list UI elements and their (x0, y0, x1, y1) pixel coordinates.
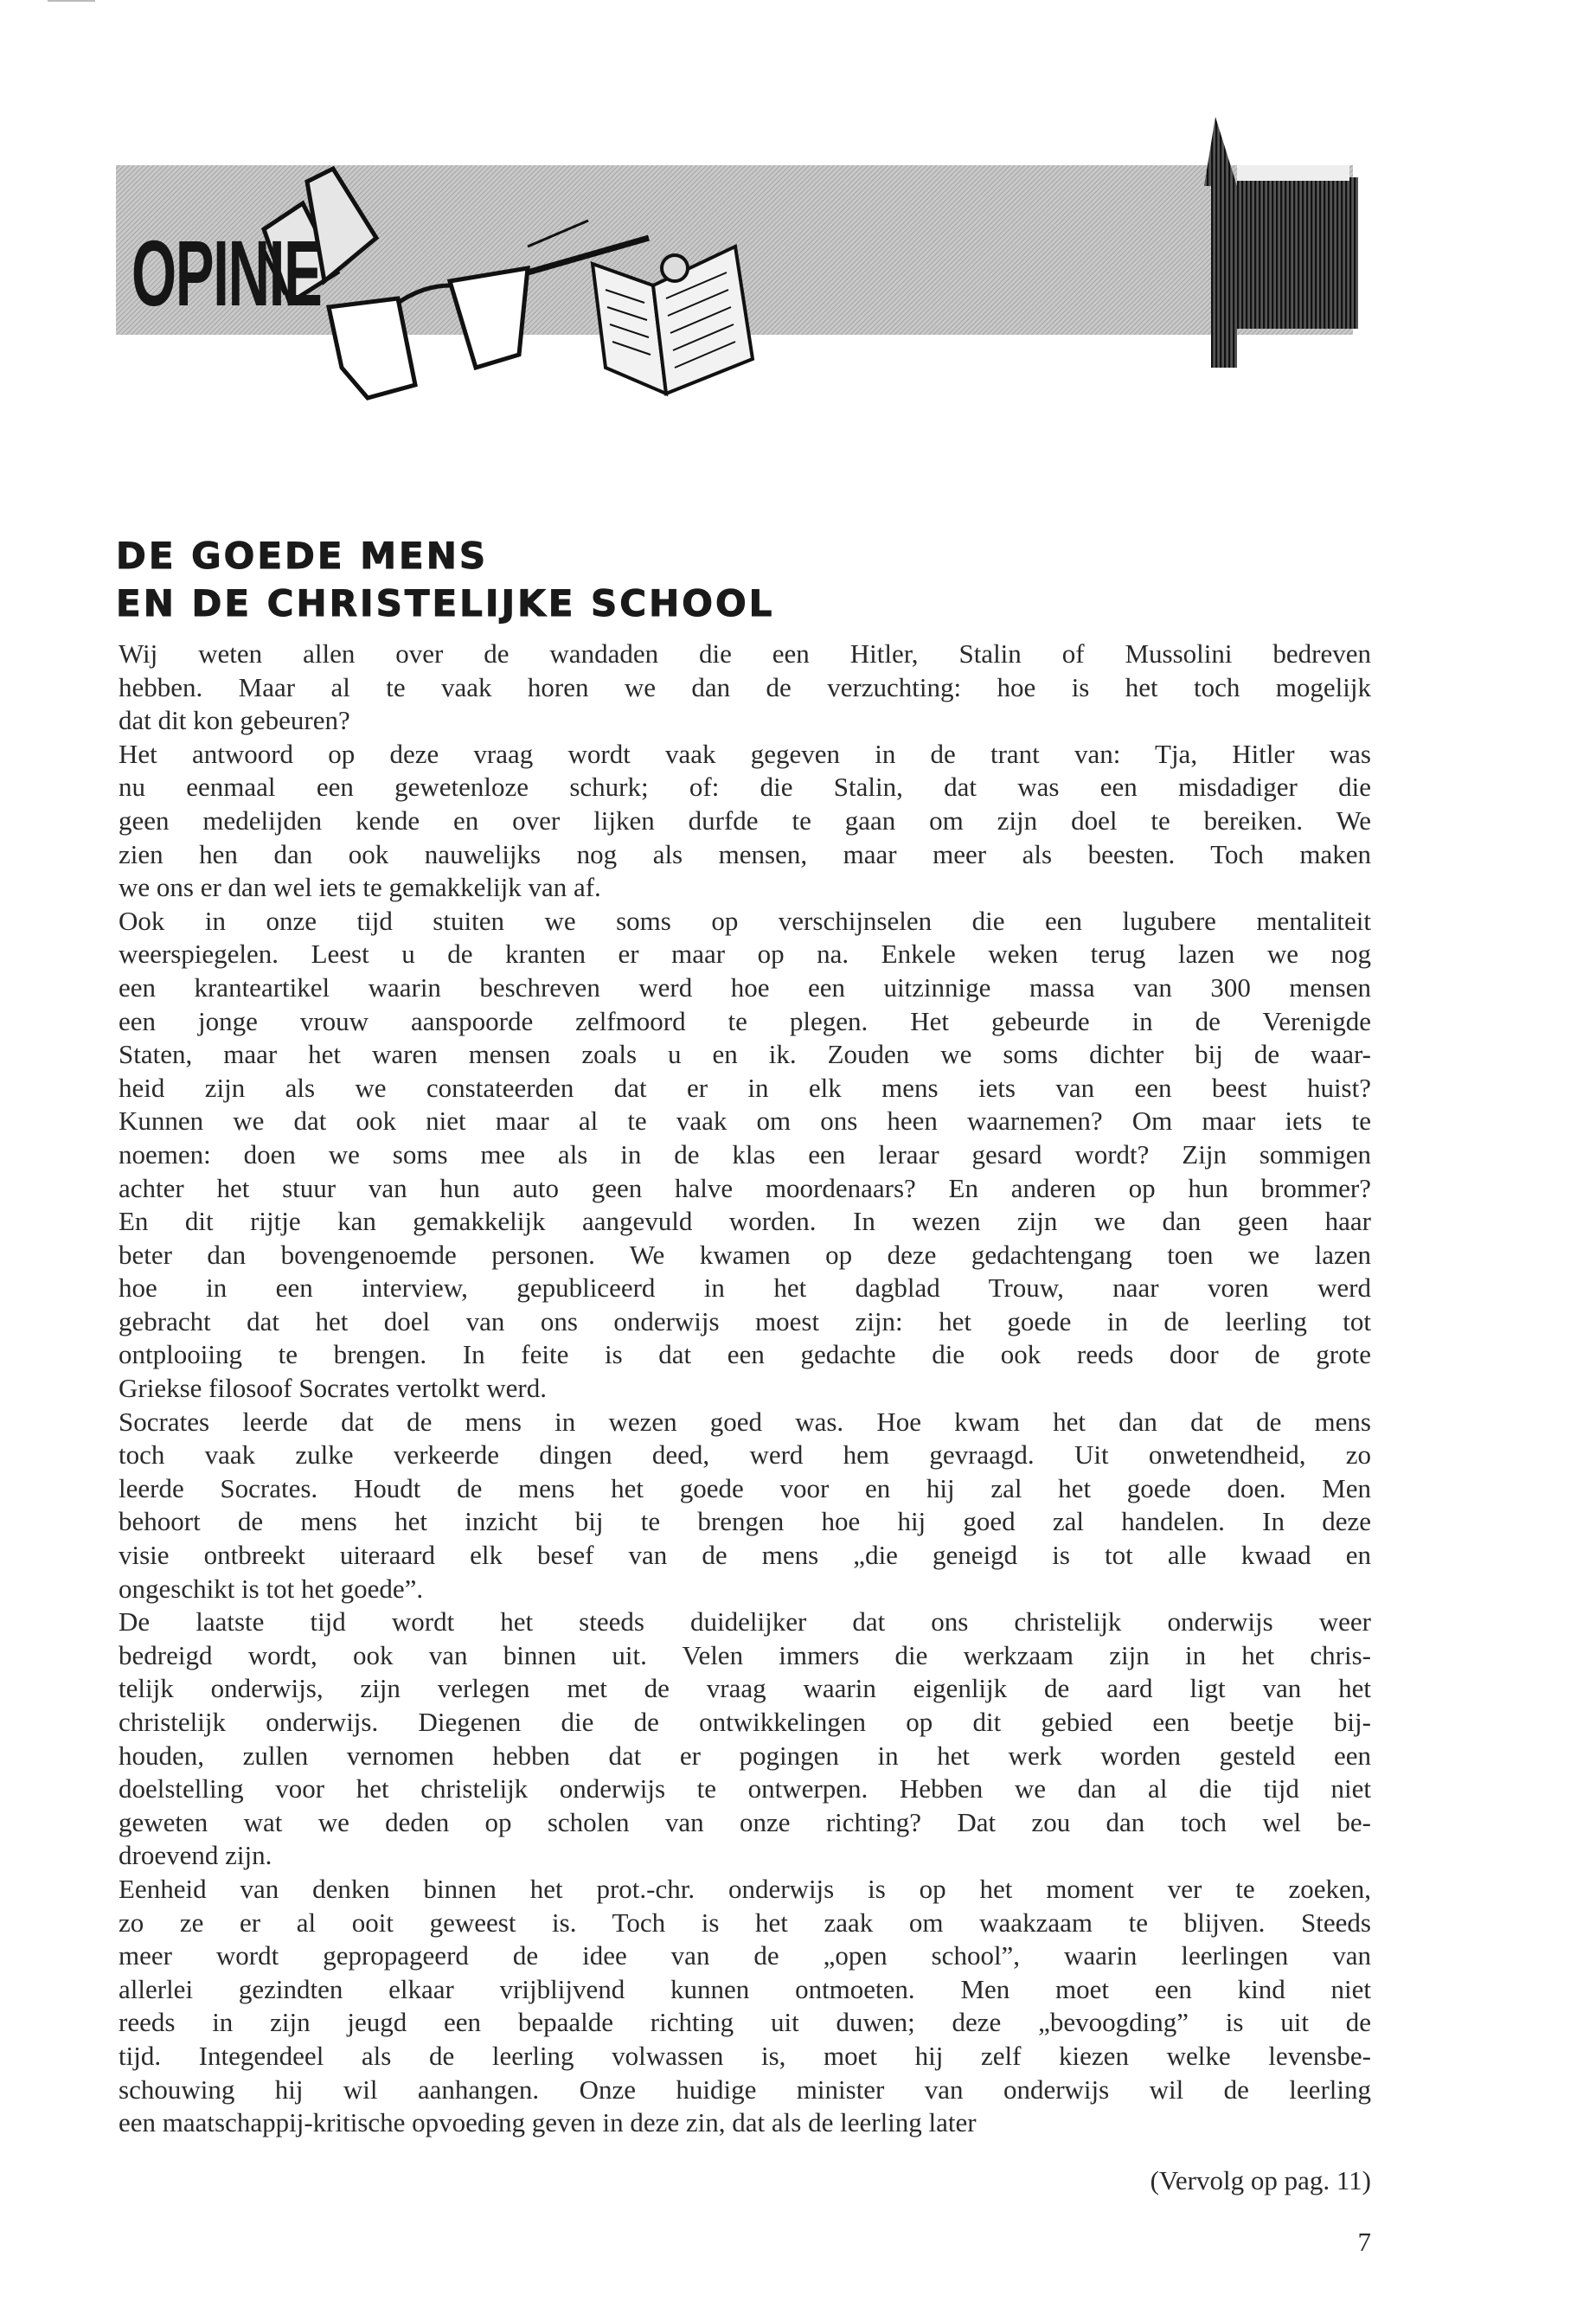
headline-line-2: EN DE CHRISTELIJKE SCHOOL (116, 582, 775, 625)
text-line: beter dan bovengenoemde personen. We kwamen op deze gedachtengang toen we lazen (119, 1239, 1371, 1270)
text-line: Griekse filosoof Socrates vertolkt werd. (119, 1373, 548, 1404)
paragraph (119, 1606, 1371, 1873)
text-line: visie ontbreekt uiteraard elk besef van de mens „die geneigd is tot alle kwaad en (119, 1540, 1371, 1571)
text-line: Ook in onze tijd stuiten we soms op verschijnselen die een lugubere mentaliteit (119, 905, 1371, 936)
text-line: geweten wat we deden op scholen van onze richting? Dat zou dan toch wel be- (119, 1806, 1371, 1837)
text-line: achter het stuur van hun auto geen halve moordenaars? En anderen op hun brommer? (119, 1172, 1371, 1203)
text-line: leerde Socrates. Houdt de mens het goede voor en hij zal het goede doen. Men (119, 1472, 1371, 1503)
text-line: toch vaak zulke verkeerde dingen deed, werd hem gevraagd. Uit onwetendheid, zo (119, 1439, 1371, 1471)
text-line: zien hen dan ook nauwelijks nog als mensen, maar meer als beesten. Toch maken (119, 838, 1371, 869)
text-line: een jonge vrouw aanspoorde zelfmoord te plegen. Het gebeurde in de Verenigde (119, 1005, 1371, 1036)
text-line: schouwing hij wil aanhangen. Onze huidige minister van onderwijs wil de leerling (119, 2073, 1371, 2105)
text-line: Socrates leerde dat de mens in wezen goed was. Hoe kwam het dan dat de mens (119, 1406, 1371, 1437)
text-line: tijd. Integendeel als de leerling volwassen is, moet hij zelf kiezen welke levensbe- (119, 2040, 1371, 2071)
headline-line-1: DE GOEDE MENS (116, 535, 489, 577)
text-line: een maatschappij-kritische opvoeding geven in deze zin, dat als de leerling later (119, 2107, 977, 2138)
text-line: droevend zijn. (119, 1840, 272, 1871)
paragraph (119, 1406, 1371, 1606)
section-label: OPINIE (131, 221, 322, 325)
text-line: Het antwoord op deze vraag wordt vaak gegeven in de trant van: Tja, Hitler was (119, 738, 1371, 769)
paragraph (119, 638, 1371, 738)
text-line: heid zijn als we constateerden dat er in elk mens iets van een beest huist? (119, 1072, 1371, 1103)
continuation-note: (Vervolg op pag. 11) (1150, 2165, 1371, 2195)
text-line: En dit rijtje kan gemakkelijk aangevuld worden. In wezen zijn we dan geen haar (119, 1206, 1371, 1237)
scan-mark (48, 0, 95, 2)
paragraph (119, 1873, 1371, 2140)
text-line: doelstelling voor het christelijk onderwijs te ontwerpen. Hebben we dan al die tijd niet (119, 1773, 1371, 1804)
text-line: reeds in zijn jeugd een bepaalde richting uit duwen; deze „bevoogding” is uit de (119, 2007, 1371, 2038)
text-line: zo ze er al ooit geweest is. Toch is het zaak om waakzaam te blijven. Steeds (119, 1907, 1371, 1938)
page-number: 7 (1357, 2227, 1371, 2257)
text-line: nu eenmaal een gewetenloze schurk; of: die Stalin, dat was een misdadiger die (119, 772, 1371, 803)
text-line: allerlei gezindten elkaar vrijblijvend kunnen ontmoeten. Men moet een kind niet (119, 1973, 1371, 2004)
paragraph (119, 738, 1371, 905)
text-line: hoe in een interview, gepubliceerd in het dagblad Trouw, naar voren werd (119, 1272, 1371, 1304)
text-line: ontplooiing te brengen. In feite is dat een gedachte die ook reeds door de grote (119, 1339, 1371, 1370)
text-line: Wij weten allen over de wandaden die een Hitler, Stalin of Mussolini bedreven (119, 638, 1371, 669)
text-line: we ons er dan wel iets te gemakkelijk van af. (119, 872, 601, 903)
text-line: christelijk onderwijs. Diegenen die de ontwikkelingen op dit gebied een beetje bij- (119, 1707, 1371, 1737)
text-line: Eenheid van denken binnen het prot.-chr. onderwijs is op het moment ver te zoeken, (119, 1873, 1371, 1904)
text-line: weerspiegelen. Leest u de kranten er maar op na. Enkele weken terug lazen we nog (119, 939, 1371, 970)
text-line: hebben. Maar al te vaak horen we dan de verzuchting: hoe is het toch mogelijk (119, 671, 1371, 702)
text-line: ongeschikt is tot het goede”. (119, 1573, 424, 1604)
text-line: bedreigd wordt, ook van binnen uit. Velen immers die werkzaam zijn in het chris- (119, 1639, 1371, 1670)
article-body (119, 638, 1371, 2140)
text-line: Staten, maar het waren mensen zoals u en ik. Zouden we soms dichter bij de waar- (119, 1039, 1371, 1070)
text-line: dat dit kon gebeuren? (119, 705, 350, 736)
text-line: telijk onderwijs, zijn verlegen met de vraag waarin eigenlijk de aard ligt van het (119, 1673, 1371, 1704)
text-line: gebracht dat het doel van ons onderwijs moest zijn: het goede in de leerling tot (119, 1305, 1371, 1336)
text-line: De laatste tijd wordt het steeds duidelijker dat ons christelijk onderwijs weer (119, 1606, 1371, 1638)
text-line: geen medelijden kende en over lijken durfde te gaan om zijn doel te bereiken. We (119, 804, 1371, 836)
text-line: Kunnen we dat ook niet maar al te vaak om ons heen waarnemen? Om maar iets te (119, 1106, 1371, 1137)
paragraph (119, 905, 1371, 1406)
text-line: behoort de mens het inzicht bij te brengen hoe hij goed zal handelen. In deze (119, 1506, 1371, 1537)
text-line: noemen: doen we soms mee als in de klas een leraar gesard wordt? Zijn sommigen (119, 1138, 1371, 1170)
text-line: een kranteartikel waarin beschreven werd hoe een uitzinnige massa van 300 mensen (119, 971, 1371, 1003)
text-line: meer wordt gepropageerd de idee van de „open school”, waarin leerlingen van (119, 1940, 1371, 1971)
text-line: houden, zullen vernomen hebben dat er pogingen in het werk worden gesteld een (119, 1740, 1371, 1771)
